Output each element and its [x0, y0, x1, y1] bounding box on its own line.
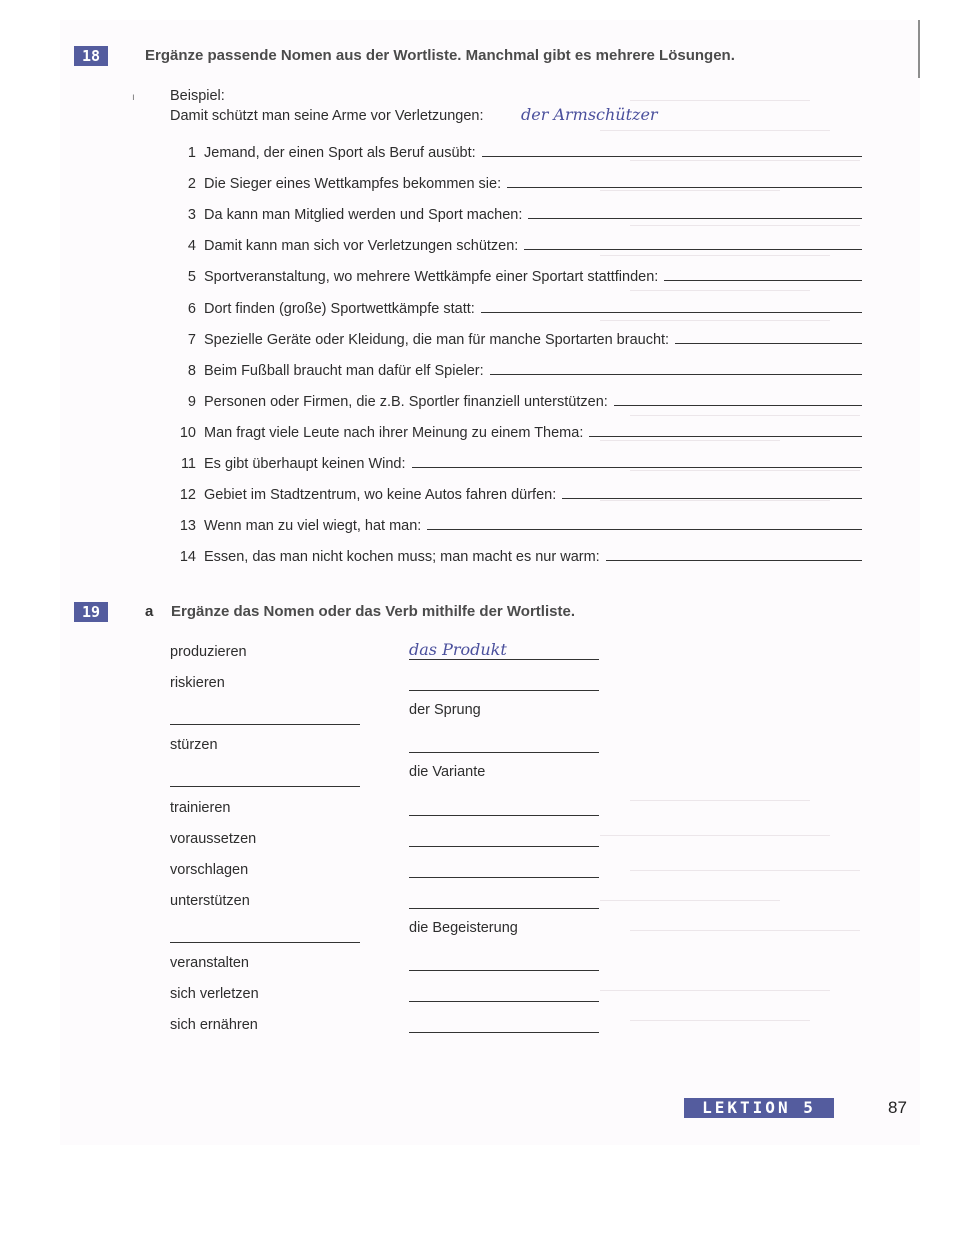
- verb-text: unterstützen: [170, 892, 250, 909]
- answer-blank[interactable]: [606, 559, 862, 561]
- exercise-18-item: [170, 139, 862, 161]
- noun-blank[interactable]: [409, 1032, 599, 1033]
- item-number: 2: [187, 176, 196, 193]
- bleed-through-line: [630, 225, 860, 226]
- answer-blank[interactable]: [675, 342, 862, 344]
- exercise-18-item: [170, 232, 862, 254]
- item-question: Da kann man Mitglied werden und Sport machen:: [204, 207, 523, 224]
- exercise-18-item: [170, 326, 862, 348]
- item-number: 11: [180, 456, 196, 472]
- answer-blank[interactable]: [427, 528, 862, 530]
- exercise-19-number: 19: [74, 602, 108, 622]
- item-question: Spezielle Geräte oder Kleidung, die man für manche Sportarten braucht:: [204, 331, 670, 348]
- noun-blank[interactable]: [409, 752, 599, 753]
- bleed-through-line: [630, 415, 860, 416]
- page-number: 87: [888, 1098, 907, 1117]
- noun-blank[interactable]: [409, 659, 599, 660]
- noun-blank[interactable]: [409, 846, 599, 847]
- example-sentence: Damit schützt man seine Arme vor Verletzungen:: [170, 108, 484, 124]
- noun-blank[interactable]: [409, 877, 599, 878]
- exercise-18-item: [170, 543, 862, 565]
- item-number: 1: [187, 145, 196, 161]
- noun-blank[interactable]: [409, 815, 599, 816]
- item-question: Damit kann man sich vor Verletzungen schützen:: [204, 238, 519, 255]
- item-question: Beim Fußball braucht man dafür elf Spieler:: [204, 362, 484, 379]
- item-question: Man fragt viele Leute nach ihrer Meinung zu einem Thema:: [204, 424, 584, 441]
- exercise-18-item: [170, 201, 862, 223]
- noun-blank[interactable]: [409, 1001, 599, 1002]
- verb-text: sich verletzen: [170, 986, 259, 1003]
- answer-blank[interactable]: [589, 435, 862, 437]
- item-question: Essen, das man nicht kochen muss; man macht es nur warm:: [204, 549, 600, 566]
- answer-blank[interactable]: [481, 311, 862, 313]
- answer-blank[interactable]: [664, 279, 862, 281]
- noun-text: die Variante: [409, 764, 486, 781]
- bleed-through-line: [600, 835, 830, 836]
- exercise-18-item: [170, 419, 862, 441]
- bleed-through-line: [630, 870, 860, 871]
- item-question: Es gibt überhaupt keinen Wind:: [204, 456, 406, 472]
- item-number: 12: [179, 487, 196, 504]
- exercise-19-instruction: Ergänze das Nomen oder das Verb mithilfe der Wortliste.: [171, 603, 575, 620]
- noun-blank[interactable]: [409, 690, 599, 691]
- verb-blank[interactable]: [170, 786, 360, 787]
- exercise-18-instruction: Ergänze passende Nomen aus der Wortliste. Manchmal gibt es mehrere Lösungen.: [145, 47, 735, 64]
- exercise-19-sub-letter: a: [145, 603, 154, 620]
- item-question: Dort finden (große) Sportwettkämpfe statt:: [204, 300, 475, 317]
- item-number: 4: [187, 238, 196, 255]
- verb-blank[interactable]: [170, 724, 360, 725]
- exercise-18-number: 18: [74, 46, 108, 66]
- answer-blank[interactable]: [614, 404, 862, 406]
- item-number: 14: [179, 549, 196, 566]
- verb-text: vorschlagen: [170, 861, 249, 878]
- item-question: Sportveranstaltung, wo mehrere Wettkämpfe einer Sportart stattfinden:: [204, 269, 659, 286]
- bleed-through-line: [630, 930, 860, 931]
- exercise-18-item: [170, 388, 862, 410]
- verb-text: trainieren: [170, 799, 231, 816]
- item-number: 5: [187, 269, 196, 286]
- verb-text: produzieren: [170, 644, 247, 660]
- bleed-through-line: [630, 1020, 810, 1021]
- margin-mark: ı: [132, 92, 135, 103]
- item-number: 3: [187, 207, 196, 224]
- item-number: 7: [187, 331, 196, 348]
- exercise-18-item: [170, 481, 862, 503]
- item-question: Personen oder Firmen, die z.B. Sportler finanziell unterstützen:: [204, 393, 608, 410]
- verb-blank[interactable]: [170, 942, 360, 943]
- exercise-18-item: [170, 170, 862, 192]
- noun-blank[interactable]: [409, 970, 599, 971]
- exercise-18-item: [170, 295, 862, 317]
- verb-text: sich ernähren: [170, 1017, 258, 1034]
- bleed-through-line: [600, 130, 830, 131]
- example-label: Beispiel:: [170, 88, 225, 104]
- bleed-through-line: [600, 255, 830, 256]
- item-number: 10: [179, 424, 196, 441]
- exercise-18-item: [170, 263, 862, 285]
- noun-text: die Begeisterung: [409, 919, 518, 936]
- exercise-18-item: [170, 450, 862, 472]
- answer-blank[interactable]: [482, 155, 862, 157]
- bleed-through-line: [600, 900, 780, 901]
- bleed-through-line: [630, 800, 810, 801]
- example-noun-handwritten: das Produkt: [409, 640, 507, 659]
- bleed-through-line: [600, 990, 830, 991]
- verb-text: veranstalten: [170, 955, 249, 971]
- answer-blank[interactable]: [562, 497, 862, 499]
- exercise-18-item: [170, 512, 862, 534]
- answer-blank[interactable]: [490, 373, 862, 375]
- answer-blank[interactable]: [524, 248, 862, 250]
- example-answer-handwritten: der Armschützer: [521, 105, 658, 124]
- noun-text: der Sprung: [409, 702, 481, 719]
- noun-blank[interactable]: [409, 908, 599, 909]
- item-number: 9: [187, 393, 196, 410]
- verb-text: riskieren: [170, 675, 225, 692]
- exercise-18-item: [170, 357, 862, 379]
- bleed-through-line: [630, 100, 810, 101]
- binding-rule: [918, 20, 920, 78]
- answer-blank[interactable]: [507, 186, 862, 188]
- item-number: 6: [187, 300, 196, 317]
- item-number: 8: [187, 362, 196, 379]
- item-question: Wenn man zu viel wiegt, hat man:: [204, 518, 422, 535]
- item-number: 13: [179, 518, 196, 535]
- verb-text: stürzen: [170, 737, 218, 754]
- item-question: Jemand, der einen Sport als Beruf ausübt:: [204, 145, 476, 161]
- answer-blank[interactable]: [528, 217, 862, 219]
- item-question: Die Sieger eines Wettkampfes bekommen sie:: [204, 176, 502, 193]
- verb-text: voraussetzen: [170, 830, 257, 847]
- answer-blank[interactable]: [412, 466, 862, 468]
- item-question: Gebiet im Stadtzentrum, wo keine Autos fahren dürfen:: [204, 487, 557, 504]
- lesson-label: LEKTION 5: [684, 1098, 834, 1118]
- bleed-through-line: [630, 290, 810, 291]
- bleed-through-line: [600, 320, 830, 321]
